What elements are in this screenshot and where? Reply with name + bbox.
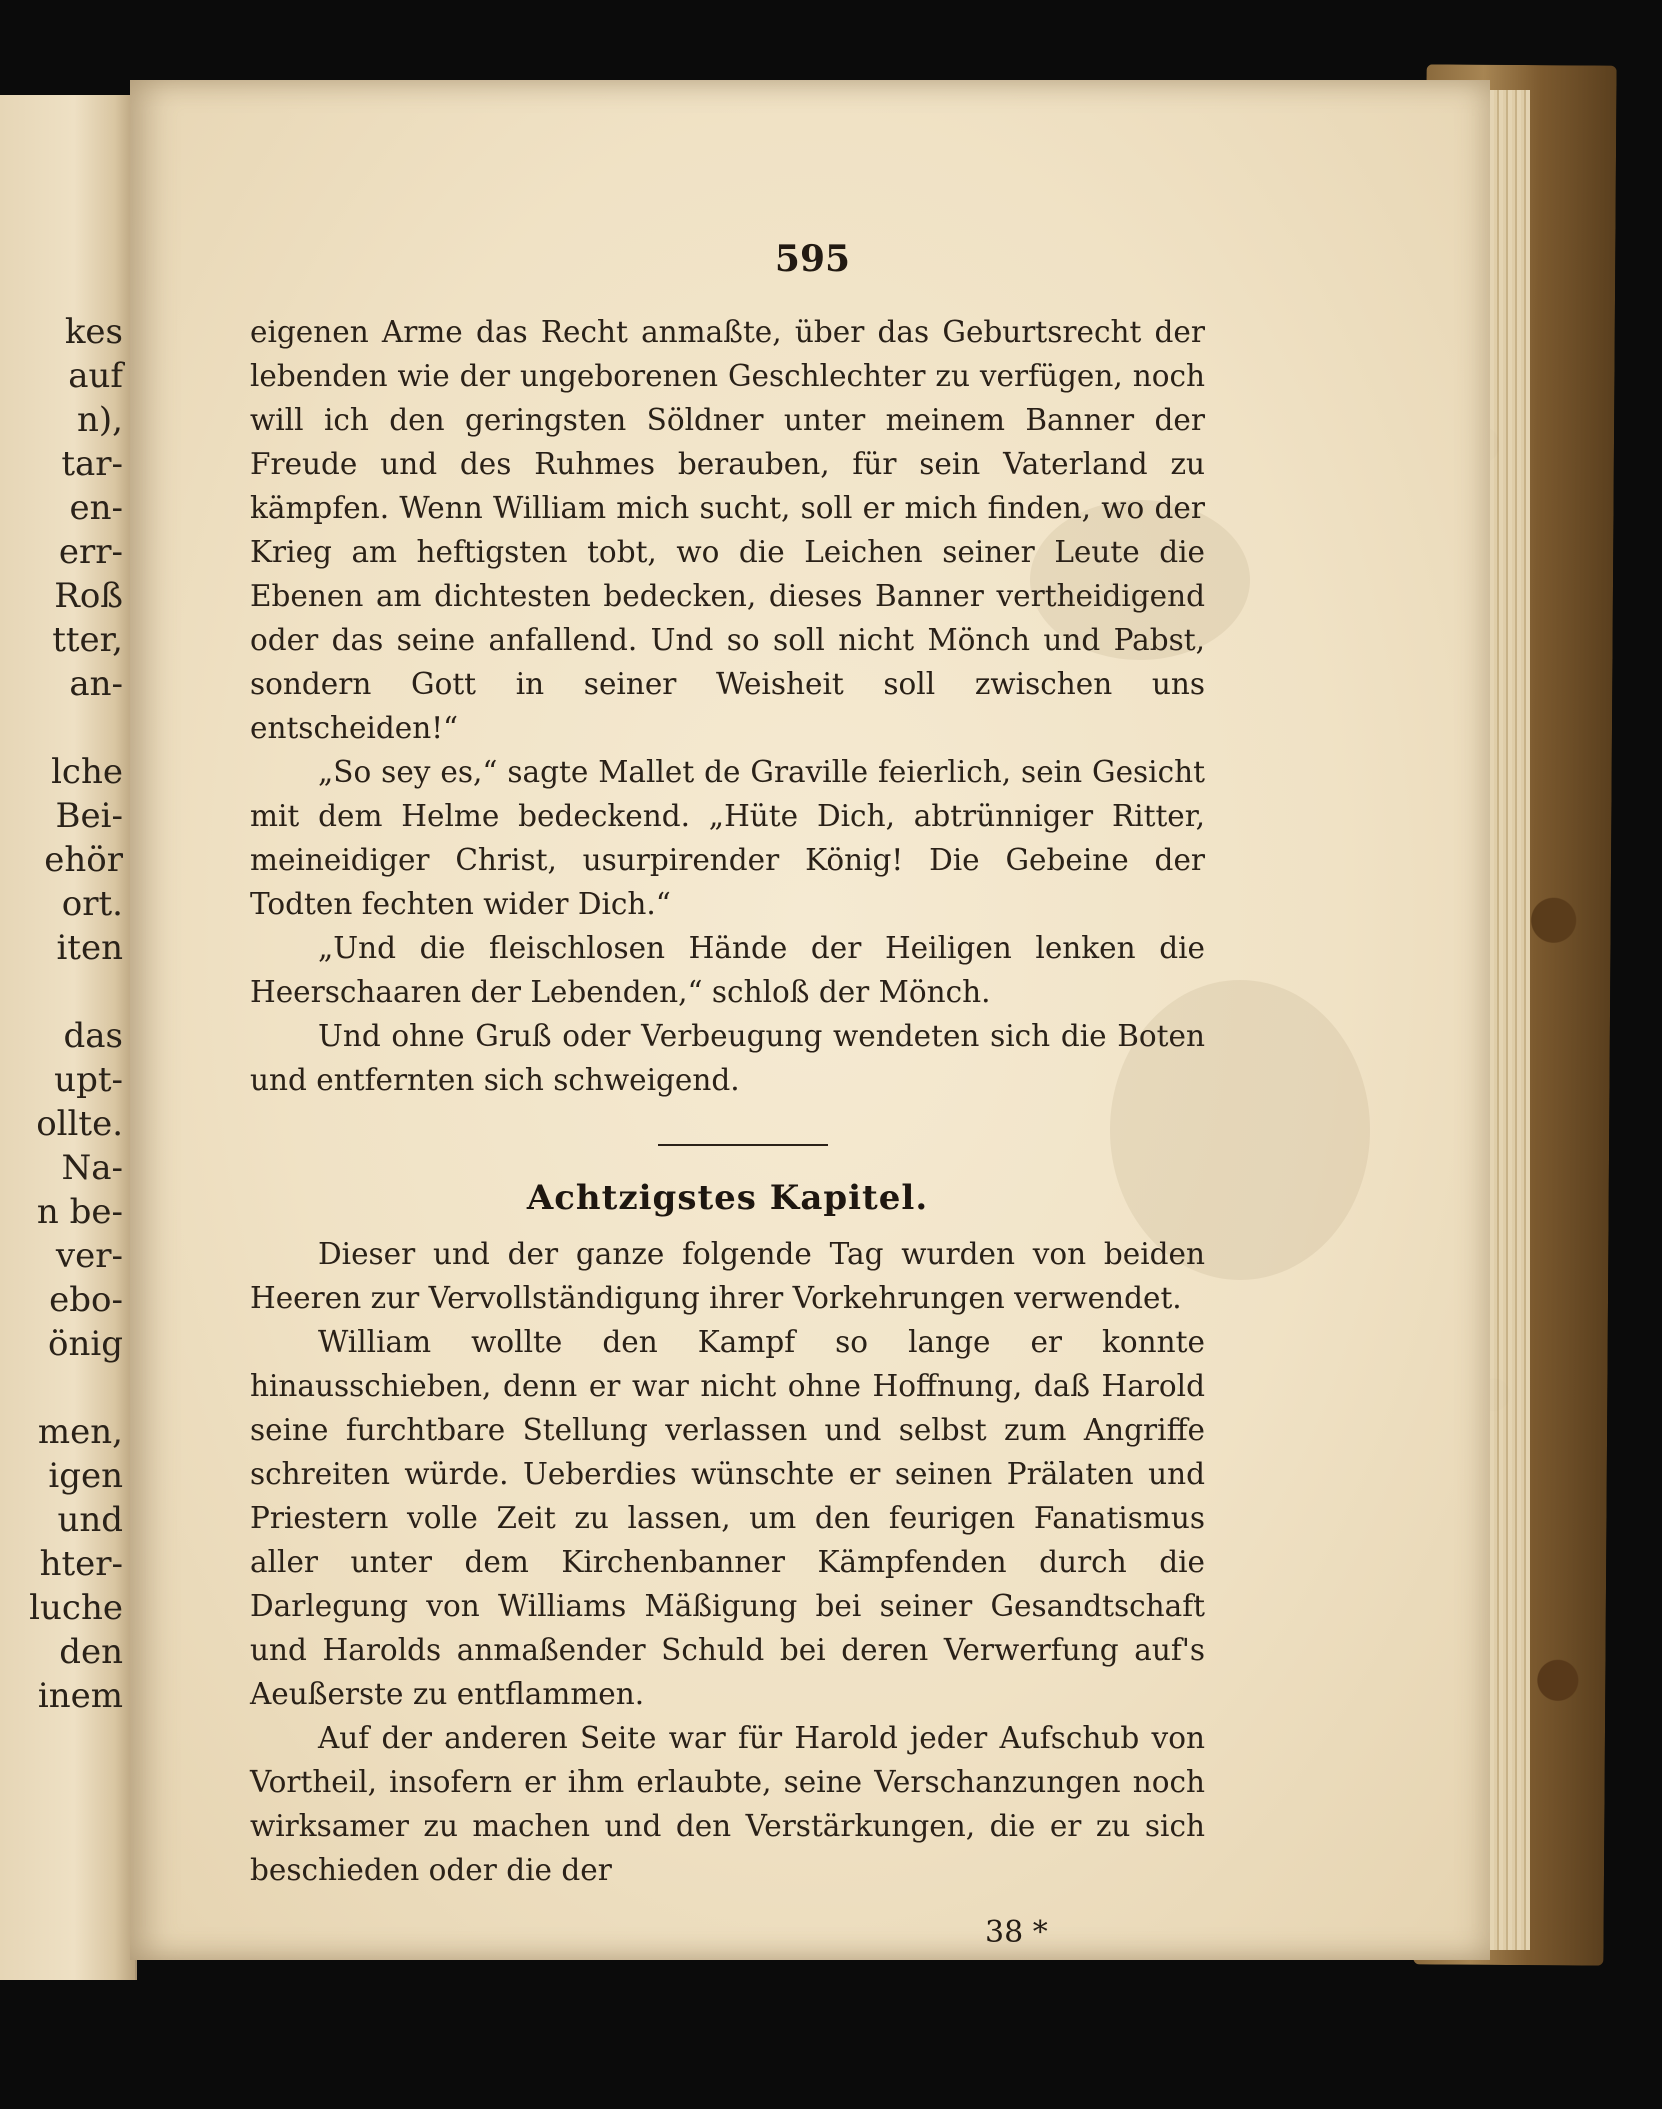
left-line: tar- xyxy=(61,444,123,484)
page-number: 595 xyxy=(774,238,851,280)
left-line: Roß xyxy=(54,576,123,616)
section-divider xyxy=(658,1144,828,1146)
left-line: igen xyxy=(48,1456,123,1496)
left-line: und xyxy=(57,1500,123,1540)
left-line: ebo- xyxy=(49,1280,123,1320)
paragraph: Auf der anderen Seite war für Harold jeder Aufschub von Vortheil, insofern er ihm erlaubte, seine Verschanzungen noch wirksamer zu machen und den Verstärkungen, die er zu sich beschieden oder die der xyxy=(250,1721,1205,1887)
left-line: den xyxy=(59,1632,123,1672)
left-line: an- xyxy=(69,664,123,704)
paragraph: „So sey es,“ sagte Mallet de Graville feierlich, sein Gesicht mit dem Helme bedeckend. „Hüte Dich, abtrünniger Ritter, meineidiger Christ, usurpirender König! Die Gebeine der Todten fechten wider Dich.“ xyxy=(250,755,1205,921)
right-page xyxy=(130,80,1490,1960)
left-line: ort. xyxy=(61,884,123,924)
left-line: lche xyxy=(51,752,123,792)
left-line: das xyxy=(63,1016,123,1056)
paragraph: „Und die fleischlosen Hände der Heiligen lenken die Heerschaaren der Lebenden,“ schloß der Mönch. xyxy=(250,931,1205,1009)
paragraph: Dieser und der ganze folgende Tag wurden von beiden Heeren zur Vervollständigung ihrer Vorkehrungen verwendet. xyxy=(250,1237,1205,1315)
left-line: n), xyxy=(77,400,123,440)
left-line: ehör xyxy=(44,840,123,880)
left-line: n be- xyxy=(36,1192,123,1232)
printer-signature: 38 * xyxy=(985,1915,1048,1950)
left-line: upt- xyxy=(54,1060,123,1100)
left-line: iten xyxy=(56,928,123,968)
paragraph: eigenen Arme das Recht anmaßte, über das Geburtsrecht der lebenden wie der ungeborenen Geschlechter zu verfügen, noch will ich den geringsten Söldner unter meinem Banner der Freude und des Ruhmes berauben, für sein Vaterland zu kämpfen. Wenn William mich sucht, soll er mich finden, wo der Krieg am heftigsten tobt, wo die Leichen seiner Leute die Ebenen am dichtesten bedecken, dieses Banner vertheidigend oder das seine anfallend. Und so soll nicht Mönch und Pabst, sondern Gott in seiner Weisheit soll zwischen uns entscheiden!“ xyxy=(250,315,1205,745)
left-page-fragment xyxy=(0,95,137,1980)
left-line: err- xyxy=(58,532,123,572)
paragraph: William wollte den Kampf so lange er konnte hinausschieben, denn er war nicht ohne Hoffnung, daß Harold seine furchtbare Stellung verlassen und selbst zum Angriffe schreiten würde. Ueberdies wünschte er seinen Prälaten und Priestern volle Zeit zu lassen, um den feurigen Fanatismus aller unter dem Kirchenbanner Kämpfenden durch die Darlegung von Williams Mäßigung bei seiner Gesandtschaft und Harolds anmaßender Schuld bei deren Verwerfung auf's Aeußerste zu entflammen. xyxy=(250,1325,1205,1711)
left-line: Na- xyxy=(61,1148,123,1188)
page-text xyxy=(250,310,1205,1892)
left-line: auf xyxy=(68,356,123,396)
left-line: men, xyxy=(37,1412,123,1452)
left-line: luche xyxy=(29,1588,123,1628)
left-line: tter, xyxy=(52,620,123,660)
left-line: inem xyxy=(37,1676,123,1716)
left-line: kes xyxy=(64,312,123,352)
left-line: Bei- xyxy=(55,796,123,836)
left-line: önig xyxy=(47,1324,123,1364)
paragraph: Und ohne Gruß oder Verbeugung wendeten sich die Boten und entfernten sich schweigend. xyxy=(250,1019,1205,1097)
left-line: ollte. xyxy=(36,1104,123,1144)
chapter-title: Achtzigstes Kapitel. xyxy=(526,1178,929,1218)
left-line: en- xyxy=(69,488,123,528)
left-line: hter- xyxy=(39,1544,123,1584)
left-line: ver- xyxy=(55,1236,123,1276)
